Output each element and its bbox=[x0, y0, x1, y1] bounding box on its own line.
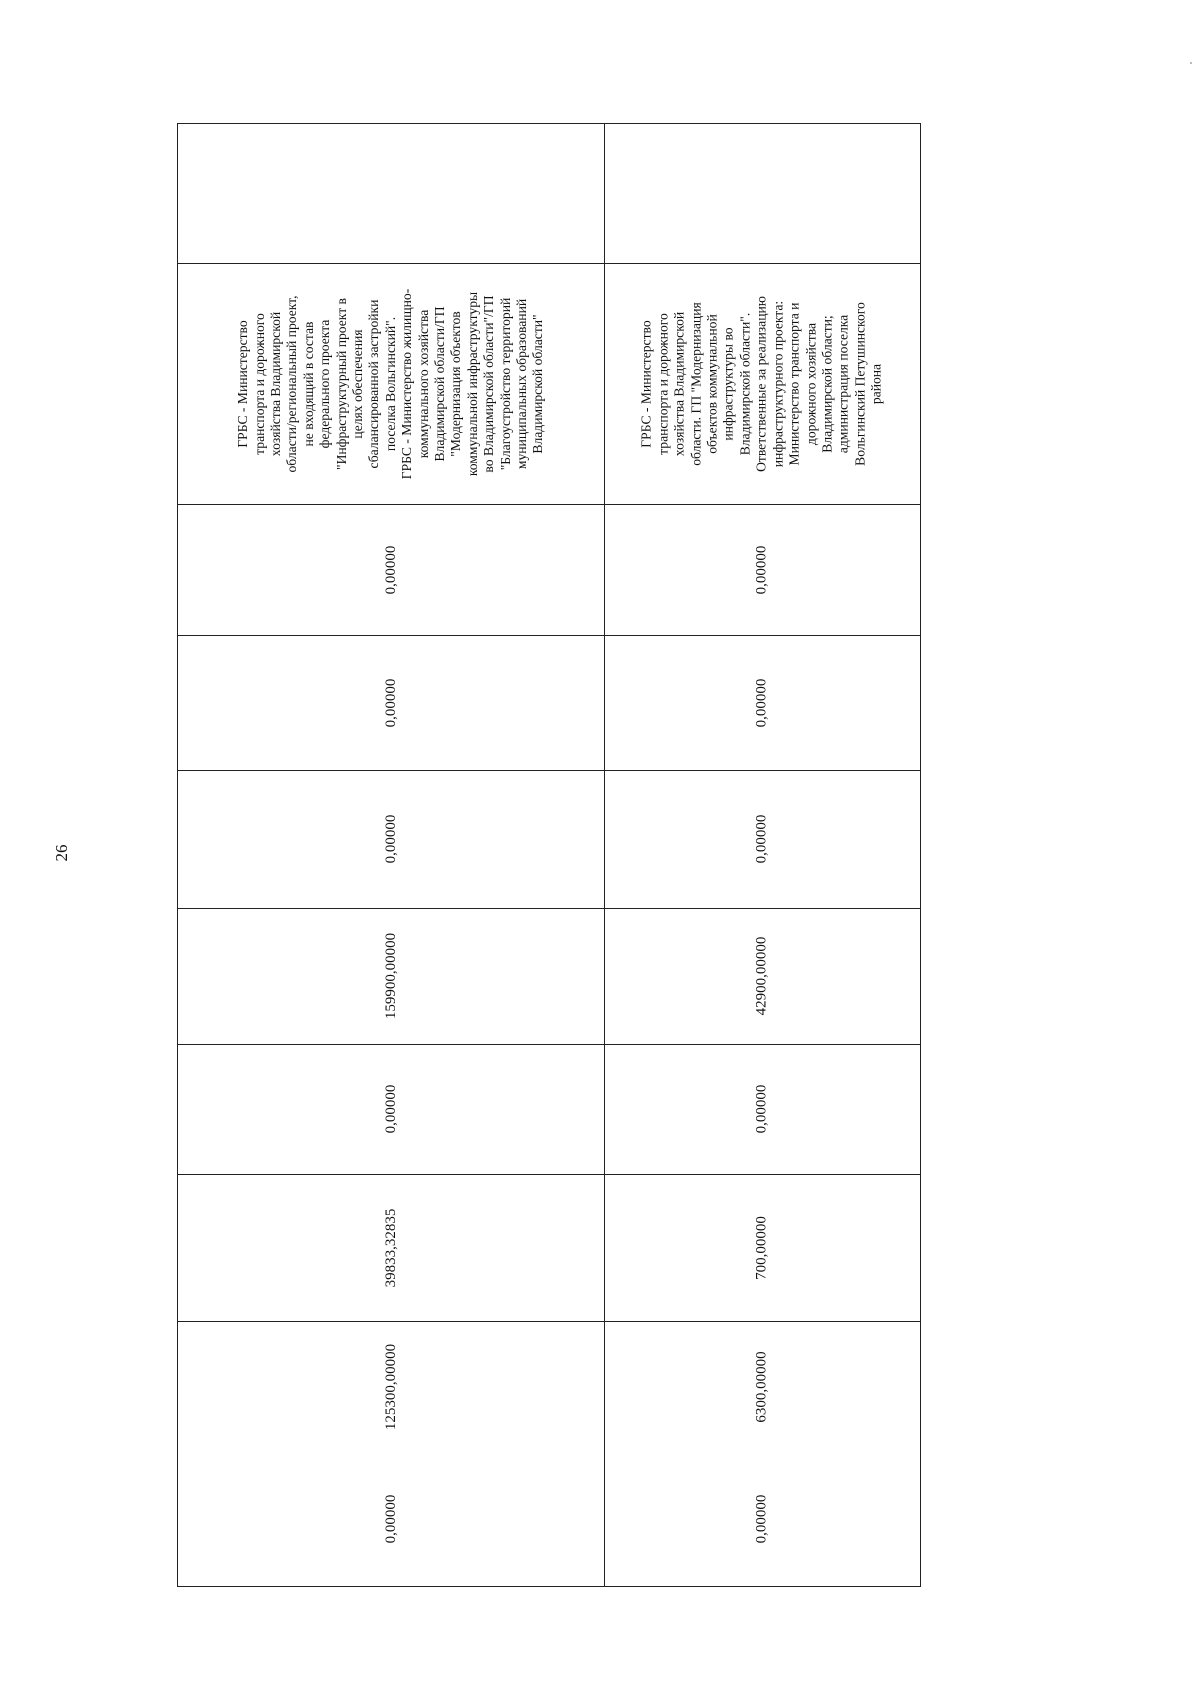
row2-value: 0,00000 bbox=[753, 1084, 769, 1134]
row1-value: 0,00000 bbox=[382, 1494, 399, 1544]
page-number: 26 bbox=[52, 844, 71, 862]
value-cell bbox=[604, 504, 919, 635]
value-cell bbox=[178, 1321, 604, 1453]
value-cell bbox=[604, 1044, 919, 1174]
description-cell bbox=[604, 263, 919, 504]
description-cell bbox=[178, 263, 604, 504]
row1-value: 39833,32835 bbox=[382, 1208, 399, 1287]
row2-value: 6300,00000 bbox=[753, 1351, 769, 1423]
row2-value: 0,00000 bbox=[753, 1494, 769, 1544]
row1-value: 0,00000 bbox=[382, 1084, 399, 1134]
row1-description: ГРБС - Министерство транспорта и дорожного хозяйства Владимирской области/региональный проект, не входящий в состав федерального проекта "Инфраструктурный проект в целях обеспечения сбалансированной застройки поселка Вольгинский". ГРБС - Министерство жилищно- коммунального хозяйства Владимирской области/ГП "Модернизация объектов коммунальной инфраструктуры во Владимирской области"/ГП "Благоустройство территорий муниципальных образований Владимирской области" bbox=[235, 288, 546, 479]
row2-value: 0,00000 bbox=[753, 678, 769, 727]
value-cell bbox=[604, 1453, 919, 1585]
value-cell bbox=[604, 908, 919, 1044]
row1-value: 159900,00000 bbox=[382, 932, 399, 1020]
value-cell bbox=[178, 770, 604, 908]
value-cell bbox=[604, 1321, 919, 1453]
row1-value: 125300,00000 bbox=[382, 1343, 399, 1431]
row2-value: 700,00000 bbox=[753, 1215, 769, 1280]
value-cell bbox=[604, 1174, 919, 1321]
row2-value: 0,00000 bbox=[753, 814, 769, 864]
value-cell bbox=[604, 635, 919, 770]
value-cell bbox=[178, 1044, 604, 1174]
data-table bbox=[177, 123, 921, 1587]
value-cell bbox=[178, 908, 604, 1044]
row1-value: 0,00000 bbox=[382, 814, 399, 864]
row2-value: 0,00000 bbox=[753, 545, 769, 594]
value-cell bbox=[178, 1453, 604, 1585]
row1-value: 0,00000 bbox=[382, 678, 399, 727]
value-cell bbox=[178, 635, 604, 770]
row2-value: 42900,00000 bbox=[753, 936, 769, 1016]
value-cell bbox=[178, 1174, 604, 1321]
value-cell bbox=[178, 504, 604, 635]
row1-value: 0,00000 bbox=[382, 545, 399, 594]
scan-speck bbox=[1190, 62, 1192, 64]
value-cell bbox=[604, 770, 919, 908]
row2-description: ГРБС - Министерство транспорта и дорожного хозяйства Владимирской области. ГП "Модернизация объектов коммунальной инфраструктуры во Владимирской области". Ответственные за реализацию инфраструктурного проекта: Министерство транспорта и дорожного хозяйства Владимирской области; администрация поселка Вольгинский Петушинского района bbox=[638, 295, 884, 472]
